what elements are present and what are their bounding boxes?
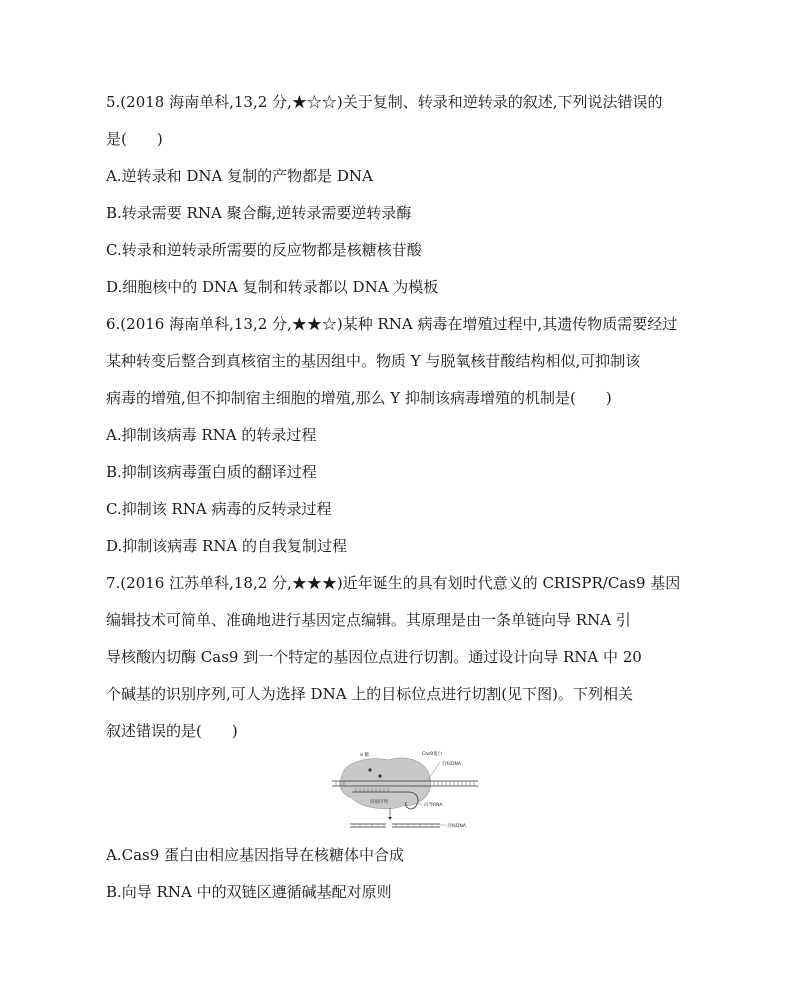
star-filled-icon: ★★ [291, 315, 322, 333]
q6-option-d: D.抑制该病毒 RNA 的自我复制过程 [106, 537, 348, 555]
q7-stem-line-1 [106, 573, 680, 593]
q5-option-b: B.转录需要 RNA 聚合酶,逆转录需要逆转录酶 [106, 204, 412, 222]
cut-site-marker [378, 774, 381, 777]
label-cas9-protein: Cas9蛋白 [422, 752, 443, 757]
q6-stem-line-1 [106, 314, 677, 334]
crispr-cas9-diagram [330, 748, 480, 832]
q6-option-c: C.抑制该 RNA 病毒的反转录过程 [106, 500, 332, 518]
q7-option-b: B.向导 RNA 中的双链区遵循碱基配对原则 [106, 883, 392, 901]
q7-stem-line-4: 个碱基的识别序列,可人为选择 DNA 上的目标位点进行切割(见下图)。下列相关 [106, 685, 633, 703]
q7-option-a: A.Cas9 蛋白由相应基因指导在核糖体中合成 [106, 846, 405, 864]
q5-option-a: A.逆转录和 DNA 复制的产物都是 DNA [106, 167, 373, 185]
leader-line [428, 762, 440, 780]
q5-option-d: D.细胞核中的 DNA 复制和转录都以 DNA 为模板 [106, 278, 439, 296]
q6-stem-line-3: 病毒的增殖,但不抑制宿主细胞的增殖,那么 Y 抑制该病毒增殖的机制是( ) [106, 389, 612, 407]
star-filled-icon: ★★★ [291, 574, 337, 592]
q7-difficulty-stars [292, 574, 337, 592]
star-empty-icon: ☆☆ [306, 93, 337, 111]
q5-stem-line-2: 是( ) [106, 130, 163, 148]
label-target-dna-bottom: 目标DNA [447, 824, 466, 829]
cut-site-marker [368, 768, 371, 771]
q7-stem-text: )近年诞生的具有划时代意义的 CRISPR/Cas9 基因 [336, 574, 681, 592]
q7-stem-prefix: 7.(2016 江苏单科,18,2 分, [106, 574, 292, 592]
q6-stem-text: )某种 RNA 病毒在增殖过程中,其遗传物质需要经过 [336, 315, 678, 333]
cut-dna-ticks [354, 824, 438, 827]
label-guide-rna: 向导RNA [424, 803, 443, 808]
q6-option-a: A.抑制该病毒 RNA 的转录过程 [106, 426, 317, 444]
star-filled-icon: ★ [291, 93, 307, 111]
q5-stem-prefix: 5.(2018 海南单科,13,2 分, [106, 93, 292, 111]
q6-option-b: B.抑制该病毒蛋白质的翻译过程 [106, 463, 317, 481]
q5-option-c: C.转录和逆转录所需要的反应物都是核糖核苷酸 [106, 241, 422, 259]
q7-stem-line-2: 编辑技术可简单、准确地进行基因定点编辑。其原理是由一条单链向导 RNA 引 [106, 611, 631, 629]
star-empty-icon: ☆ [321, 315, 337, 333]
label-recognition-sequence: 识别序列 [370, 800, 388, 805]
q6-difficulty-stars [292, 315, 337, 333]
q5-stem-line-1 [106, 92, 662, 112]
q6-stem-line-2: 某种转变后整合到真核宿主的基因组中。物质 Y 与脱氧核苷酸结构相似,可抑制该 [106, 352, 641, 370]
q5-stem-text: )关于复制、转录和逆转录的叙述,下列说法错误的 [336, 93, 663, 111]
q6-stem-prefix: 6.(2016 海南单科,13,2 分, [106, 315, 292, 333]
q7-stem-line-5: 叙述错误的是( ) [106, 722, 238, 740]
label-target-dna-top: 目标DNA [442, 762, 461, 767]
q7-stem-line-3: 导核酸内切酶 Cas9 到一个特定的基因位点进行切割。通过设计向导 RNA 中 20 [106, 648, 642, 666]
result-arrow-head [388, 817, 392, 820]
label-sugar: α 糖 [360, 753, 369, 758]
q5-difficulty-stars [292, 93, 337, 111]
